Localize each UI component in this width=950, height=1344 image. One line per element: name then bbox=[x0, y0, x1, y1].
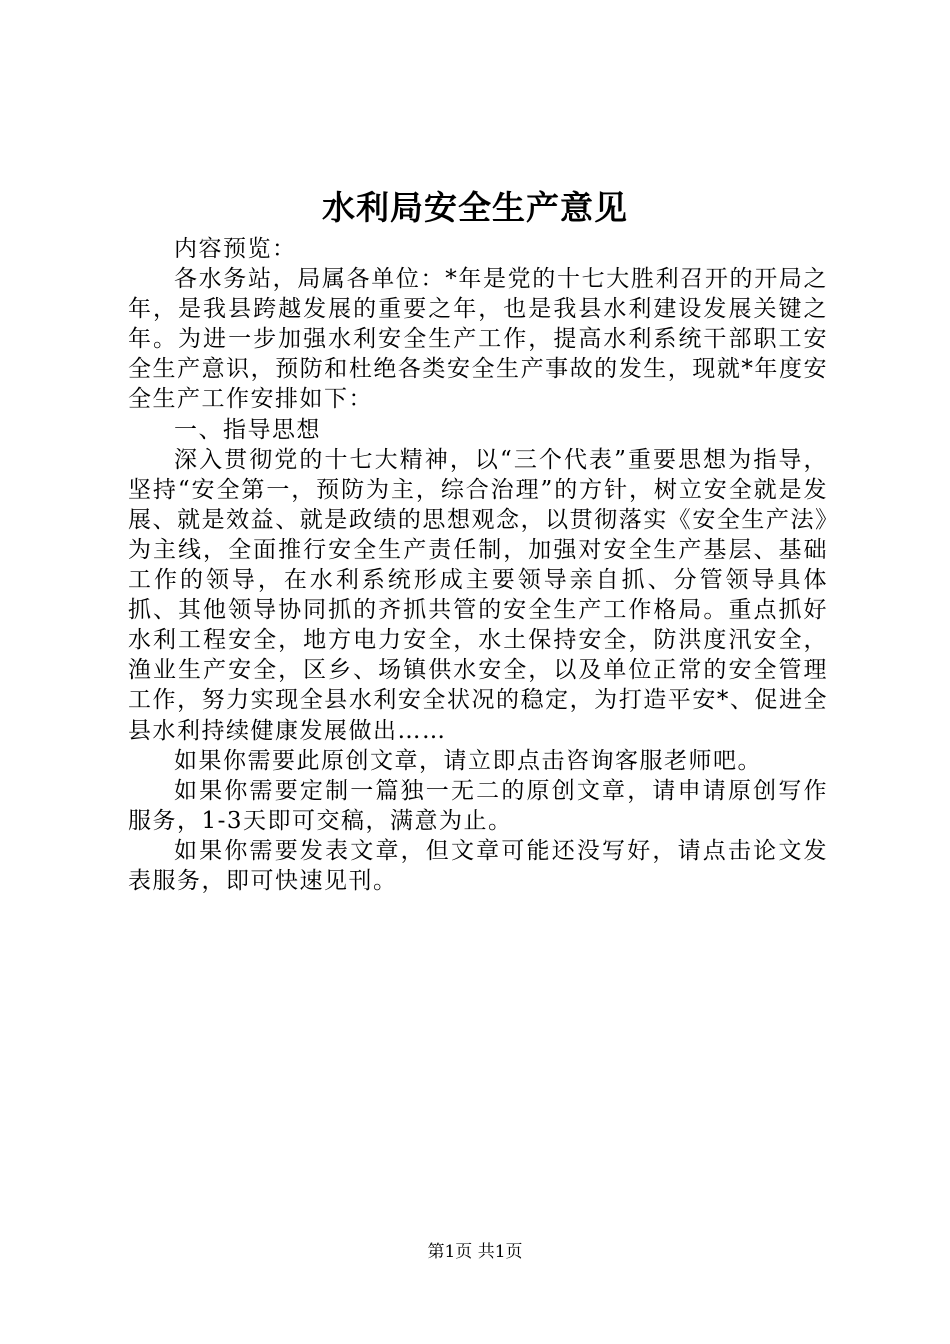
publishing-service-text[interactable]: 如果你需要发表文章，但文章可能还没写好，请点击论文发表服务，即可快速见刊。 bbox=[128, 837, 828, 894]
section-heading: 一、指导思想 bbox=[174, 416, 321, 443]
consult-service-text[interactable]: 如果你需要此原创文章，请立即点击咨询客服老师吧。 bbox=[174, 747, 762, 774]
page-number-footer: 第1页 共1页 bbox=[427, 1242, 523, 1262]
guiding-thought-paragraph: 深入贯彻党的十七大精神，以“三个代表”重要思想为指导，坚持“安全第一，预防为主，综合治理”的方针，树立安全就是发展、就是效益、就是政绩的思想观念，以贯彻落实《安全生产法》为主线，全面推行安全生产责任制，加强对安全生产基层、基础工作的领导，在水利系统形成主要领导亲自抓、分管领导具体抓、其他领导协同抓的齐抓共管的安全生产工作格局。重点抓好水利工程安全，地方电力安全，水土保持安全，防洪度汛安全，渔业生产安全，区乡、场镇供水安全，以及单位正常的安全管理工作，努力实现全县水利安全状况的稳定，为打造平安*、促进全县水利持续健康发展做出…… bbox=[128, 446, 828, 744]
preview-label: 内容预览： bbox=[174, 236, 297, 262]
custom-writing-service-text[interactable]: 如果你需要定制一篇独一无二的原创文章，请申请原创写作服务，1-3天即可交稿，满意为止。 bbox=[128, 777, 828, 834]
intro-paragraph: 各水务站，局属各单位：*年是党的十七大胜利召开的开局之年，是我县跨越发展的重要之年，也是我县水利建设发展关键之年。为进一步加强水利安全生产工作，提高水利系统干部职工安全生产意识，预防和杜绝各类安全生产事故的发生，现就*年度安全生产工作安排如下： bbox=[128, 266, 828, 413]
document-body bbox=[128, 234, 828, 896]
document-title: 水利局安全生产意见 bbox=[322, 188, 628, 227]
